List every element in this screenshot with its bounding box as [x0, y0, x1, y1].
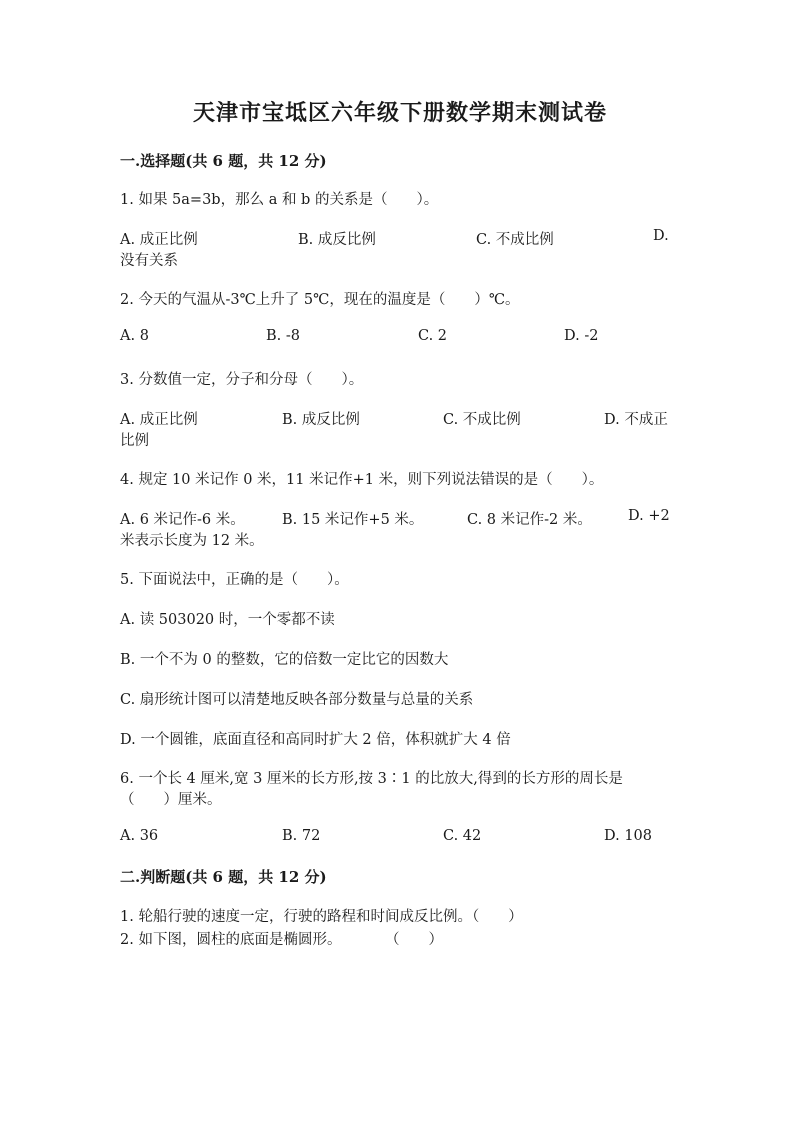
question-3-option-d-continued: 比例	[120, 433, 149, 449]
question-1-option-d-continued: 没有关系	[120, 253, 178, 269]
question-3-option-a: A. 成正比例	[120, 412, 198, 428]
question-5-option-b: B. 一个不为 0 的整数，它的倍数一定比它的因数大	[120, 652, 449, 668]
question-3-option-c: C. 不成比例	[443, 412, 521, 428]
question-5-option-c: C. 扇形统计图可以清楚地反映各部分数量与总量的关系	[120, 692, 474, 708]
question-2-stem: 2. 今天的气温从-3℃上升了 5℃，现在的温度是（ ）℃。	[120, 292, 520, 308]
question-6-stem: 6. 一个长 4 厘米,宽 3 厘米的长方形,按 3∶1 的比放大,得到的长方形的周长是	[120, 771, 623, 787]
question-2-option-d: D. -2	[564, 328, 599, 344]
question-6-option-c: C. 42	[443, 828, 482, 844]
question-4-option-b: B. 15 米记作+5 米。	[282, 512, 424, 528]
question-1-option-a: A. 成正比例	[120, 232, 198, 248]
question-3-stem: 3. 分数值一定，分子和分母（ ）。	[120, 372, 364, 388]
question-4-option-d-continued: 米表示长度为 12 米。	[120, 533, 264, 549]
question-1-option-c: C. 不成比例	[476, 232, 554, 248]
question-5-stem: 5. 下面说法中，正确的是（ ）。	[120, 572, 349, 588]
judge-question-2: 2. 如下图，圆柱的底面是椭圆形。 （ ）	[120, 932, 443, 948]
question-1-option-d: D.	[653, 228, 669, 244]
question-3-option-d: D. 不成正	[604, 412, 668, 428]
question-6-option-b: B. 72	[282, 828, 321, 844]
question-6-option-a: A. 36	[120, 828, 159, 844]
question-2-option-b: B. -8	[266, 328, 300, 344]
question-5-option-a: A. 读 503020 时，一个零都不读	[120, 612, 335, 628]
question-1-option-b: B. 成反比例	[298, 232, 376, 248]
question-4-option-c: C. 8 米记作-2 米。	[467, 512, 592, 528]
question-3-option-b: B. 成反比例	[282, 412, 360, 428]
question-4-stem: 4. 规定 10 米记作 0 米，11 米记作+1 米，则下列说法错误的是（ ）。	[120, 472, 604, 488]
question-4-option-a: A. 6 米记作-6 米。	[120, 512, 245, 528]
question-6-option-d: D. 108	[604, 828, 653, 844]
question-2-option-c: C. 2	[418, 328, 448, 344]
judge-question-1: 1. 轮船行驶的速度一定，行驶的路程和时间成反比例。（ ）	[120, 909, 523, 925]
question-2-option-a: A. 8	[120, 328, 149, 344]
question-6-stem-continued: （ ）厘米。	[120, 792, 222, 808]
exam-title: 天津市宝坻区六年级下册数学期末测试卷	[192, 100, 607, 126]
question-1-stem: 1. 如果 5a=3b，那么 a 和 b 的关系是（ ）。	[120, 192, 439, 208]
section-2-heading: 二.判断题(共 6 题，共 12 分)	[120, 868, 327, 886]
question-4-option-d: D. +2	[628, 508, 670, 524]
question-5-option-d: D. 一个圆锥，底面直径和高同时扩大 2 倍，体积就扩大 4 倍	[120, 732, 511, 748]
section-1-heading: 一.选择题(共 6 题，共 12 分)	[120, 152, 327, 170]
